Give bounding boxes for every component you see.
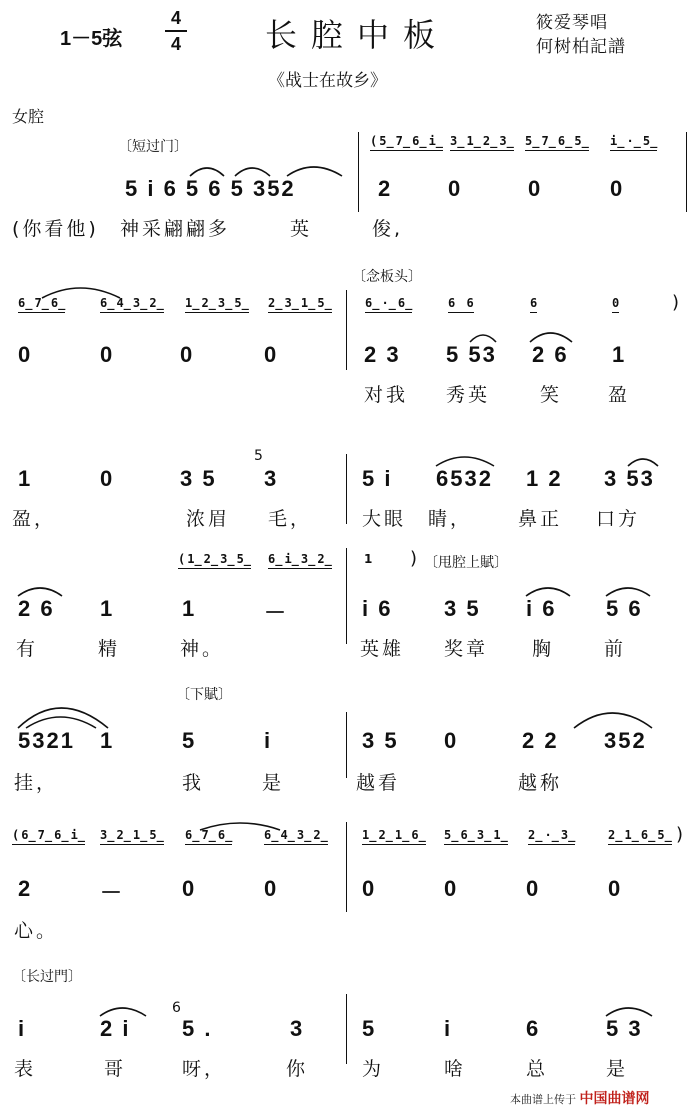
accomp-group: 5̲6̲3̲1̲ [444,828,510,842]
accomp-group: 1 [364,552,373,566]
singer-credit: 筱爱琴唱 [536,13,608,33]
melody-notes: 0 [100,342,115,367]
slur-marks [0,440,700,560]
lyric-text: 毛， [268,508,313,530]
accomp-group: 5̲7̲6̲5̲ [525,134,591,148]
slur-marks [0,132,700,252]
melody-notes: 0 [448,176,463,201]
accomp-group: 6̲·̲6̲ [365,296,415,310]
lyric-text: 总 [526,1058,549,1080]
melody-notes: 1 [182,596,197,621]
lyric-text: 秀英 [446,384,491,406]
lyric-text: 浓眉 [186,508,231,530]
melody-notes: 1 [100,596,115,621]
lyric-text: 越称 [518,772,563,794]
accomp-group: 6̲4̲3̲2̲ [264,828,330,842]
accomp-group: 3̲1̲2̲3̲ [450,134,516,148]
melody-notes: 2 [18,876,33,901]
section-mark: 〔短过门〕 [118,139,188,155]
lyric-text: 我 [182,772,205,794]
accomp-close: ) [672,292,680,313]
lyric-text: 前 [604,638,627,660]
accomp-group: (6̲7̲6̲i̲ [12,828,88,842]
melody-notes: － [100,880,125,905]
lyric-text: 胸 [532,638,555,660]
accomp-group: i̲·̲5̲ [610,134,660,148]
slur-marks [0,680,700,800]
accomp-group: (5̲7̲6̲i̲ [370,134,446,148]
section-mark: 〔念板头〕 [352,269,422,285]
accomp-group: (1̲2̲3̲5̲ [178,552,254,566]
melody-notes: 5 53 [446,342,497,367]
meter-bottom: 4 [170,34,181,54]
grace-note: 5 [254,448,263,464]
melody-notes: 2 2 [522,728,559,753]
accomp-group: 1̲2̲1̲6̲ [362,828,428,842]
melody-notes: 352 [604,728,647,753]
opera-subtitle: 《战士在故乡》 [268,71,387,91]
accomp-group: 6 [530,296,540,310]
lyric-text: 俊, [372,218,404,240]
score-system-2 [0,262,700,406]
melody-notes: 1 [100,728,115,753]
page-title: 长腔中板 [265,16,450,54]
melody-notes: i [444,1016,453,1041]
accomp-group: 1̲2̲3̲5̲ [185,296,251,310]
melody-notes: 5 6 [606,596,643,621]
melody-notes: 2 6 [532,342,569,367]
melody-notes: i 6 [362,596,393,621]
accomp-group: 6 6 [448,296,476,310]
melody-notes: 5321 [18,728,75,753]
melody-notes: 0 [528,176,543,201]
melody-notes: 0 [526,876,541,901]
lyric-text: 越看 [356,772,401,794]
slur-marks [0,822,700,942]
lyric-text: 盈， [12,508,57,530]
melody-notes: 5 i [362,466,393,491]
key-signature: 1－5弦 [60,28,123,50]
melody-notes: 3 5 [180,466,217,491]
score-system-4 [0,548,700,668]
melody-notes: i 6 [526,596,557,621]
lyric-text: 对我 [364,384,409,406]
score-system-5 [0,680,700,800]
melody-notes: 0 [18,342,33,367]
lyric-text: 奖章 [444,638,489,660]
lyric-text: 英雄 [360,638,405,660]
section-mark: 〔长过門〕 [12,969,82,985]
grace-note: 6 [172,1000,181,1016]
lyric-text: 口方 [596,508,641,530]
melody-notes: 0 [264,876,279,901]
accomp-group: 2̲3̲1̲5̲ [268,296,334,310]
lyric-text: 大眼 [362,508,407,530]
lyric-text: 有 [16,638,39,660]
slur-marks [0,548,700,668]
lyric-text: 是 [606,1058,629,1080]
melody-notes: 5 [362,1016,377,1041]
accomp-group: 6̲7̲6̲ [185,828,235,842]
lyric-text: 为 [362,1058,385,1080]
lyric-text: 神。 [180,638,225,660]
melody-notes: 1 [18,466,33,491]
voice-label: 女腔 [12,107,45,126]
lyric-text: 英 [290,218,313,240]
accomp-group: 6̲4̲3̲2̲ [100,296,166,310]
melody-notes: 0 [608,876,623,901]
time-signature [165,8,187,54]
melody-notes: 5 3 [606,1016,643,1041]
melody-notes: 1 2 [526,466,563,491]
melody-notes: 0 [182,876,197,901]
lyric-text: (你看他) [12,218,99,240]
notator-credit: 何树柏記譜 [536,37,626,57]
melody-notes: 2 6 [18,596,55,621]
melody-notes: 5 i 6 5 6 5 352 [125,176,296,201]
melody-notes: 5 . [182,1016,213,1041]
melody-notes: 0 [180,342,195,367]
accomp-group: 2̲·̲3̲ [528,828,578,842]
lyric-text: 哥 [104,1058,127,1080]
melody-notes: 1 [612,342,627,367]
lyric-text: 表 [14,1058,37,1080]
score-system-7 [0,960,700,1080]
melody-notes: 2 i [100,1016,131,1041]
upload-footer [510,1088,650,1108]
accomp-close: ) [676,824,684,845]
accomp-group: 6̲i̲3̲2̲ [268,552,334,566]
footer-text: 本曲谱上传于 [510,1093,576,1106]
score-system-1 [0,132,700,252]
melody-notes: i [264,728,273,753]
melody-notes: － [264,600,289,625]
melody-notes: 3 5 [362,728,399,753]
melody-notes: 0 [264,342,279,367]
melody-notes: 3 5 [444,596,481,621]
slur-marks [0,960,700,1080]
lyric-text: 精 [98,638,121,660]
lyric-text: 呀， [182,1058,227,1080]
melody-notes: 3 [264,466,279,491]
melody-notes: 0 [444,728,459,753]
accomp-close: ) [410,548,418,569]
score-system-6 [0,822,700,942]
accomp-group: 2̲1̲6̲5̲ [608,828,674,842]
lyric-text: 鼻正 [518,508,563,530]
accomp-group: 6̲7̲6̲ [18,296,68,310]
melody-notes: 0 [362,876,377,901]
lyric-text: 睛， [428,508,473,530]
melody-notes: 5 [182,728,197,753]
section-mark: 〔甩腔上賦〕 [424,555,508,571]
lyric-text: 挂， [14,772,59,794]
score-system-3 [0,440,700,560]
section-mark: 〔下賦〕 [176,687,232,703]
site-logo[interactable]: 中国曲谱网 [579,1091,650,1107]
slur-marks [0,262,700,382]
lyric-text: 你 [286,1058,309,1080]
lyric-text: 盈 [608,384,631,406]
lyric-text: 神采翩翩多 [120,218,231,240]
lyric-text: 心。 [14,920,59,942]
melody-notes: 6 [526,1016,541,1041]
melody-notes: 0 [100,466,115,491]
melody-notes: 3 53 [604,466,655,491]
melody-notes: 6532 [436,466,493,491]
melody-notes: 2 [378,176,393,201]
accomp-group: 3̲2̲1̲5̲ [100,828,166,842]
melody-notes: 3 [290,1016,305,1041]
melody-notes: i [18,1016,27,1041]
meter-top: 4 [170,8,181,28]
melody-notes: 0 [610,176,625,201]
meter-divider [165,30,187,32]
accomp-group: 0 [612,296,622,310]
lyric-text: 啥 [444,1058,467,1080]
lyric-text: 是 [262,772,285,794]
melody-notes: 2 3 [364,342,401,367]
melody-notes: 0 [444,876,459,901]
lyric-text: 笑 [540,384,563,406]
